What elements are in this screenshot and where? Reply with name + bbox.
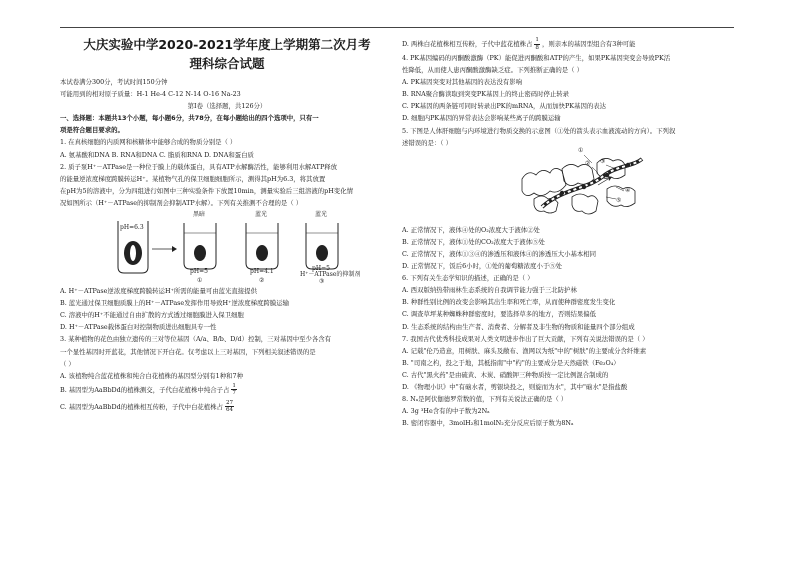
fraction-numerator: 1 xyxy=(535,37,539,43)
beaker-3-number: ③ xyxy=(319,278,325,286)
question-2-line: 的能量逆浓度梯度跨膜转运H⁺。某植物气孔的保卫细胞细胞所示，测得其pH为6.3，将其放置 xyxy=(60,174,326,183)
question-3-option-a: A. 该植物纯合蓝花植株和纯合白花植株的基因型分别有1种和7种 xyxy=(60,371,243,380)
question-5-line: 述错误的是：（ ） xyxy=(402,138,452,147)
fraction-one-eighth xyxy=(534,37,540,51)
question-7-option-d: D. 《物理小识》中"有硇水者，剪银块投之，则旋而为水"，其中"硇水"是指盐酸 xyxy=(402,382,628,391)
flow-arrow-head xyxy=(608,176,612,181)
question-3-option-c xyxy=(60,398,394,416)
stoma-opening xyxy=(130,245,136,261)
question-2-line: 2. 质子泵H⁺－ATPase是一种位于膜上的载体蛋白，具有ATP水解酶活性，能够利用水解ATP释放 xyxy=(60,162,338,171)
label-2: ② xyxy=(585,159,591,167)
question-2-option-a: A. H⁺－ATPase逆浓度梯度跨膜转运H⁺所需的能量可由蓝光直接提供 xyxy=(60,287,257,296)
question-5-option-a: A. 正常情况下，液体④处的O₂浓度大于液体②处 xyxy=(402,225,540,234)
fraction-numerator: 1 xyxy=(232,382,236,389)
blood-cell xyxy=(582,185,586,189)
leader-line xyxy=(606,165,616,169)
question-8: 8. Nₐ是阿伏伽德罗常数的值，下列有关说法正确的是（ ） xyxy=(402,395,568,404)
info-line-1: 本试卷满分300分，考试时间150分钟 xyxy=(60,78,168,86)
instruction-line-2: 项是符合题目要求的。 xyxy=(60,126,124,135)
blood-cell xyxy=(560,191,564,195)
question-6: 6. 下列有关生态学知识的描述，正确的是（ ） xyxy=(402,274,534,283)
fraction-denominator: 64 xyxy=(225,407,234,414)
question-2-option-d: D. H⁺－ATPase载体蛋白对控制物质进出细胞具专一性 xyxy=(60,323,217,332)
question-5-line: 5. 下图是人体肝细胞与内环境进行物质交换的示意图（①处的箭头表示血液流动的方向）。下列叙 xyxy=(402,126,676,135)
fraction-one-seventh xyxy=(231,383,237,397)
question-1: 1. 在真核细胞的内质网和核糖体中能够合成的物质分别是（ ） xyxy=(60,138,237,147)
blood-cell xyxy=(626,163,630,167)
question-4-option-a: A. PK基因突变对其他基因的表达没有影响 xyxy=(402,78,523,87)
question-6-option-b: B. 种群性别比例的改变会影响其出生率和死亡率，从而使种群密度发生变化 xyxy=(402,298,616,307)
question-3-option-b xyxy=(60,382,394,398)
option-b-text: B. 基因型为AaBbDd的植株测交，子代白花植株中纯合子占 xyxy=(60,385,230,394)
inhibitor-label: H⁺－ATPase的抑制剂 xyxy=(300,271,361,279)
beaker-1-ph: pH=5 xyxy=(190,268,208,276)
beaker-3-ph: pH=5 xyxy=(312,265,330,273)
question-6-option-a: A. 西双版纳热带雨林生态系统的自我调节能力强于三北防护林 xyxy=(402,286,577,295)
question-7-option-c: C. 古代"黑火药"是由硫黄、木炭、硝酸钾三种物质按一定比例混合制成的 xyxy=(402,370,609,379)
question-7-option-b: B. "司南之杓，投之于地，其柢指南"中"杓"的主要成分是天然磁铁（Fe₃O₄） xyxy=(402,358,620,367)
cell-2 xyxy=(256,245,268,261)
condition-dark: 黑暗 xyxy=(193,211,206,219)
instruction-line-1: 一、选择题：本题共13个小题，每小题6分，共78分，在每小题给出的四个选项中，只有一 xyxy=(60,114,319,123)
left-column xyxy=(60,36,394,416)
beaker-1-number: ① xyxy=(197,277,203,285)
start-ph-label: pH=6.3 xyxy=(120,224,144,232)
info-line-2: 可能用到的相对原子质量：H-1 He-4 C-12 N-14 O-16 Na-23 xyxy=(60,90,241,99)
question-3-line: 一个显性基因时开蓝花，其他情况下开白花。仅考虑以上三对基因，下列相关叙述错误的是 xyxy=(60,347,316,356)
fraction-denominator: 8 xyxy=(535,44,539,51)
question-2-line: 在pH为5的溶液中，分为四组进行如图中三种实验条件下放置10min，测量实验后三组溶液的pH变化情 xyxy=(60,186,353,195)
label-5: ⑤ xyxy=(616,196,622,204)
question-5-option-b: B. 正常情况下，液体①处的CO₂浓度大于液体⑤处 xyxy=(402,237,545,246)
leader-line xyxy=(606,197,616,199)
question-2-option-c: C. 溶液中的H⁺不能通过自由扩散的方式透过细胞膜进入保卫细胞 xyxy=(60,311,244,320)
question-4-line: 4. PK基因编码的丙酮酸激酶（PK）能促进丙酮酸和ATP的产生，如果PK基因突变会导致PK活 xyxy=(402,54,671,62)
question-5-option-d: D. 正常情况下，饭后6小时，①处的葡萄糖浓度小于⑤处 xyxy=(402,262,563,271)
exam-title: 大庆实验中学2020-2021学年度上学期第二次月考 xyxy=(83,37,371,52)
question-1-options: A. 氨基酸和DNA B. RNA和DNA C. 脂质和RNA D. DNA和蛋白质 xyxy=(60,150,254,159)
arrow-head xyxy=(172,246,177,252)
label-3: ③ xyxy=(600,157,606,165)
question-8-option-b: B. 密闭容器中，3molH₂和1molN₂充分反应后原子数为8Nₐ xyxy=(402,419,574,428)
liver-cell-figure xyxy=(402,146,738,224)
top-rule xyxy=(60,27,734,28)
question-3-line: （ ） xyxy=(60,359,75,368)
question-2-line: 况如图所示（H⁺－ATPase的抑制剂会抑制ATP水解）。下列有关推测不合理的是（ ） xyxy=(60,198,303,207)
beaker-2-ph: pH=4.1 xyxy=(250,268,274,276)
label-1: ① xyxy=(578,146,584,154)
condition-blue-2: 蓝光 xyxy=(315,211,328,219)
beaker-figure xyxy=(60,209,394,285)
condition-blue-1: 蓝光 xyxy=(255,211,268,219)
question-7-option-a: A. 记载"伦乃造意，用树肤、麻头及敝布、渔网以为纸"中的"树肤"的主要成分含纤维素 xyxy=(402,346,647,355)
liver-cell-diagram xyxy=(402,146,738,224)
cell-3 xyxy=(316,245,328,261)
section-heading: 第Ⅰ卷（选择题，共126分） xyxy=(187,102,267,111)
question-5-option-c: C. 正常情况下，液体①③④的渗透压和液体④的渗透压大小基本相同 xyxy=(402,249,597,258)
question-4-line: 性降低，从而使人患丙酮酸激酶缺乏症。下列推断正确的是（ ） xyxy=(402,66,583,75)
fraction-denominator: 7 xyxy=(232,390,236,397)
option-c-text: C. 基因型为AaBbDd的植株相互传粉，子代中白花植株占 xyxy=(60,402,223,411)
question-6-option-d: D. 生态系统的结构由生产者、消费者、分解者及非生物的物质和能量四个部分组成 xyxy=(402,322,635,331)
right-column xyxy=(402,36,738,429)
exam-subtitle: 理科综合试题 xyxy=(189,56,265,71)
fraction-27-64 xyxy=(225,400,234,414)
question-3-option-d xyxy=(402,36,738,52)
cell-1 xyxy=(194,245,206,261)
fraction-numerator: 27 xyxy=(225,399,234,406)
question-2-option-b: B. 蓝光通过保卫细胞质膜上的H⁺－ATPase发挥作用导致H⁺逆浓度梯度跨膜运输 xyxy=(60,299,289,308)
label-4: ④ xyxy=(625,186,631,194)
option-d-text: D. 两株白花植株相互传粉，子代中蓝花植株占 xyxy=(402,40,533,48)
question-8-option-a: A. 3g ³He含有的中子数为2Nₐ xyxy=(402,407,490,416)
question-7: 7. 我国古代优秀科技成果对人类文明进步作出了巨大贡献，下列有关说法错误的是（ ） xyxy=(402,334,649,343)
question-4-option-d: D. 细胞内PK基因的异常表达会影响某些离子的跨膜运输 xyxy=(402,114,561,123)
question-6-option-c: C. 调查草坪某种蜘蛛种群密度时，要选择草多的地方，否则结果偏低 xyxy=(402,310,597,319)
option-d-tail: ，则亲本的基因型组合有3种可能 xyxy=(541,40,636,48)
question-4-option-b: B. RNA聚合酶读取到突变PK基因上的终止密码时停止转录 xyxy=(402,90,570,99)
question-3-line: 3. 某种植物的花色由独立遗传的三对等位基因（A/a、B/b、D/d）控制，三对基因中至少各含有 xyxy=(60,335,332,344)
beaker-2-number: ② xyxy=(259,277,265,285)
question-4-option-c: C. PK基因的两条链可同时转录出PK的mRNA，从而加快PK基因的表达 xyxy=(402,102,607,111)
